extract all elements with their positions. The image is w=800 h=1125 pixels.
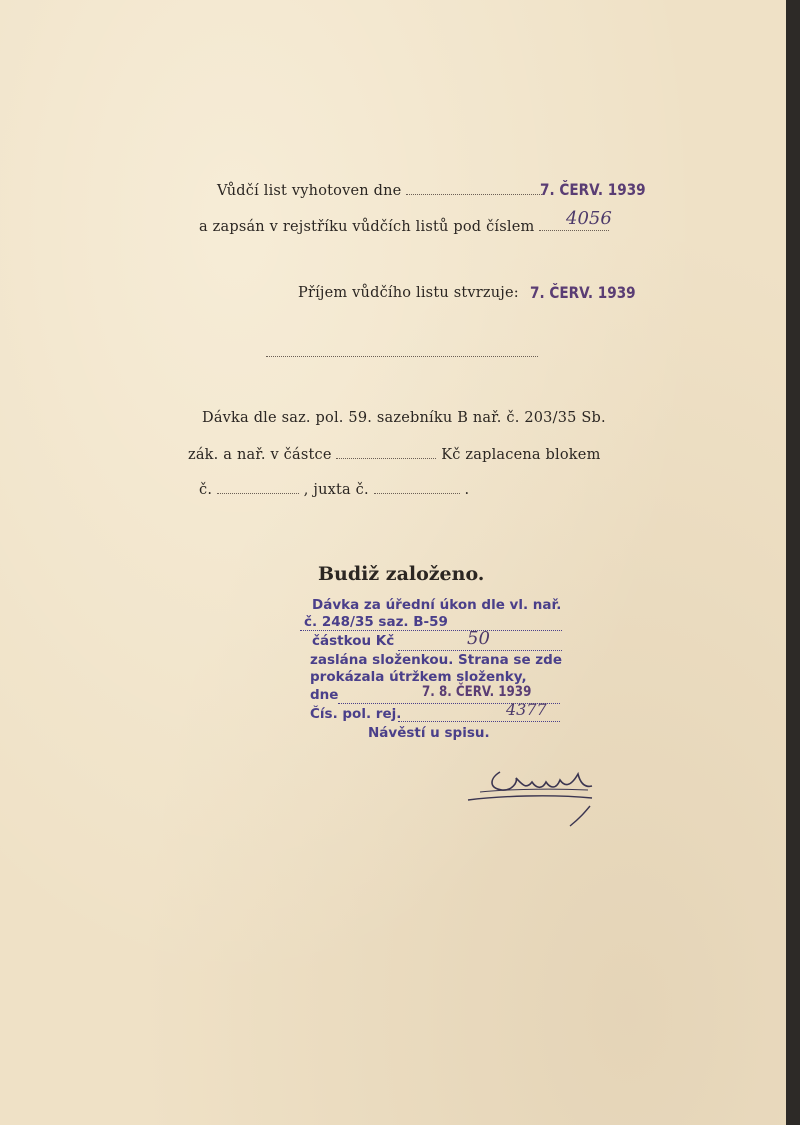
issue-date-line [217, 180, 544, 199]
registry-label: a zapsán v rejstříku vůdčích listů pod číslem [199, 219, 535, 235]
stamp-line-5: prokázala útržkem složenky, [310, 669, 527, 685]
registry-line [199, 216, 609, 235]
fee-line-1: Dávka dle saz. pol. 59. sazebníku B nař. č. 203/35 Sb. [202, 410, 606, 426]
signature-line [266, 356, 538, 357]
dotted-leader [336, 444, 436, 459]
receipt-line [298, 285, 519, 301]
stamp-line-3: částkou Kč [312, 633, 395, 649]
period: . [464, 482, 470, 498]
receipt-label: Příjem vůdčího listu stvrzuje: [298, 285, 519, 301]
stamp-line-1: Dávka za úřední úkon dle vl. nař. [312, 597, 562, 613]
stamp-rule [398, 650, 562, 651]
receipt-stamp: 7. ČERV. 1939 [530, 283, 636, 302]
signature-image [460, 760, 600, 835]
amount-handwritten: 50 [467, 628, 490, 649]
block-number-label: č. [199, 482, 213, 498]
issue-date-stamp: 7. ČERV. 1939 [540, 180, 646, 199]
issue-date-label: Vůdčí list vyhotoven dne [217, 183, 402, 199]
juxta-label: , juxta č. [303, 482, 369, 498]
stamp-line-2: č. 248/35 saz. B-59 [304, 614, 448, 630]
stamp-rule [398, 721, 560, 722]
register-number-handwritten: 4377 [506, 700, 547, 719]
fee-amount-label: zák. a nař. v částce [188, 447, 332, 463]
fee-line-2 [188, 444, 601, 463]
stamp-line-7: Čís. pol. rej. [310, 706, 402, 722]
registry-number-handwritten: 4056 [566, 208, 612, 229]
dark-page-edge [786, 0, 800, 1125]
stamp-line-4: zaslána složenkou. Strana se zde [310, 652, 562, 668]
stamp-line-8: Návěstí u spisu. [368, 725, 490, 741]
stamp-date: 7. 8. ČERV. 1939 [422, 684, 532, 700]
fee-paid-label: Kč zaplacena blokem [441, 447, 601, 463]
stamp-rule [300, 630, 562, 631]
stamp-line-6: dne [310, 687, 339, 703]
fee-line-3 [199, 479, 469, 498]
dotted-leader [217, 479, 299, 494]
dotted-leader [406, 180, 544, 195]
dotted-leader [374, 479, 460, 494]
decision-heading: Budiž založeno. [318, 563, 485, 585]
